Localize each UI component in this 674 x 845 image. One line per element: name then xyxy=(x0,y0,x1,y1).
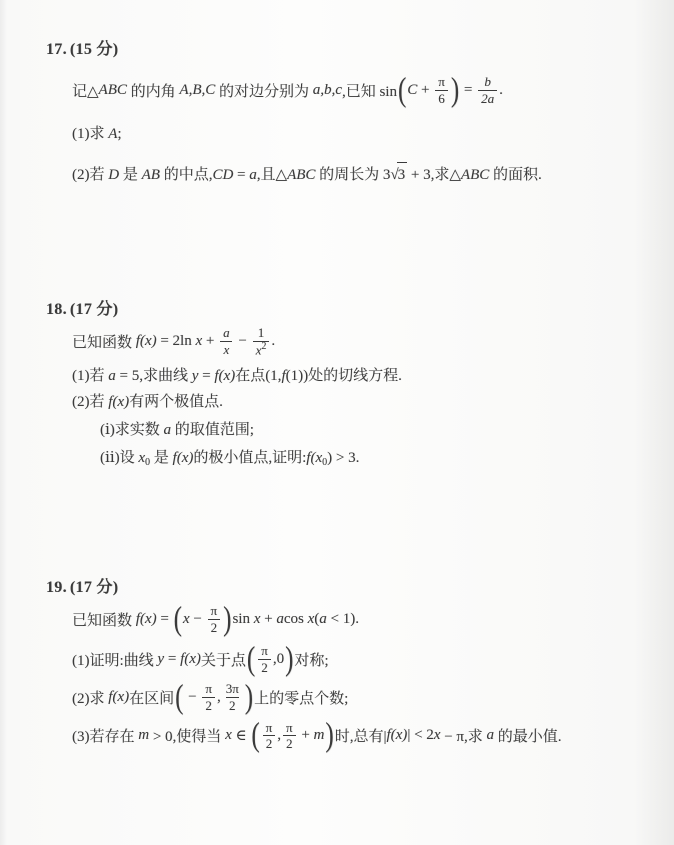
problem-number: 18. xyxy=(46,301,67,318)
text-run: f(x) xyxy=(180,650,201,667)
text-run: = xyxy=(460,81,477,98)
text-run: f(x) xyxy=(135,332,157,349)
text-run: (3)若存在 xyxy=(72,729,139,746)
problem-18-intro xyxy=(72,325,648,358)
text-run: (ⅰ)求实数 xyxy=(100,421,164,438)
fraction-denominator: 2 xyxy=(258,659,271,676)
text-run: > 0,使得当 xyxy=(149,729,226,746)
text-run: D xyxy=(108,167,120,184)
problem-points: (17 分) xyxy=(69,301,119,318)
text-run: + 3,求△ xyxy=(407,167,461,184)
text-run: < 1). xyxy=(326,610,359,627)
problem-18-part-2 xyxy=(72,390,648,414)
text-run: f(x) xyxy=(172,449,194,466)
fraction-denominator: 2 xyxy=(283,735,296,752)
problem-19-heading xyxy=(46,574,648,597)
text-run: m xyxy=(138,727,150,744)
text-run: 的内角 xyxy=(126,83,180,100)
text-run: 是 xyxy=(119,167,142,184)
fraction-numerator: 1 xyxy=(257,325,265,340)
text-run: x xyxy=(253,610,261,627)
text-run: 上的零点个数; xyxy=(254,690,349,707)
text-run: x xyxy=(307,610,315,627)
fraction-denominator: 2 xyxy=(208,619,221,636)
text-run: = 2ln xyxy=(156,332,196,349)
problem-17-heading xyxy=(46,36,648,59)
text-run: = xyxy=(233,167,250,184)
text-run: ; xyxy=(117,126,122,143)
text-run: 的周长为 3 xyxy=(315,167,391,184)
fraction-numerator: 3π xyxy=(225,681,239,697)
text-run: ,已知 sin xyxy=(341,83,397,100)
text-run: . xyxy=(271,332,276,349)
problem-points: (15 分) xyxy=(69,41,119,58)
text-run: (1)求 xyxy=(72,126,109,143)
text-run: − xyxy=(234,332,251,349)
text-run: , xyxy=(216,688,221,705)
big-paren-close: ) xyxy=(325,717,334,754)
text-run: x xyxy=(182,610,190,627)
fraction-numerator: π xyxy=(286,719,293,735)
fraction xyxy=(223,681,242,713)
text-run: 的最小值. xyxy=(494,729,562,746)
fraction xyxy=(208,603,221,635)
text-run: f(x) xyxy=(108,393,130,410)
text-run: (1))处的切线方程. xyxy=(285,367,402,384)
text-run: + xyxy=(417,81,434,98)
big-paren-close: ) xyxy=(285,641,294,678)
text-run: = 5,求曲线 xyxy=(115,367,192,384)
text-run: | < 2 xyxy=(407,727,434,744)
text-run: (2)若 xyxy=(72,393,109,410)
text-run: − xyxy=(189,610,206,627)
text-run: cos xyxy=(283,610,308,627)
text-run: y xyxy=(157,650,165,667)
text-run: AB xyxy=(141,167,160,184)
text-run: 在点(1, xyxy=(235,367,282,384)
fraction-denominator: 6 xyxy=(435,90,448,107)
big-paren-open: ( xyxy=(175,679,184,716)
text-run: ∈ xyxy=(231,728,251,745)
text-run: a xyxy=(319,610,327,627)
text-run: 有两个极值点. xyxy=(129,393,223,410)
fraction-numerator: π xyxy=(210,603,218,618)
text-run: 已知函数 xyxy=(72,334,136,351)
text-run: = xyxy=(156,610,173,627)
text-run: + xyxy=(260,610,277,627)
text-run: = xyxy=(164,650,181,667)
problem-17-part-1 xyxy=(72,122,648,146)
text-run: 的对边分别为 xyxy=(215,83,313,100)
text-run: 时,总有| xyxy=(334,729,387,746)
text-run: − π,求 xyxy=(440,729,487,746)
fraction xyxy=(263,720,276,752)
text-run: , xyxy=(277,727,281,744)
fraction-numerator: π xyxy=(438,74,445,89)
problem-19 xyxy=(46,574,648,752)
fraction xyxy=(435,74,448,106)
problem-number: 17. xyxy=(46,41,67,58)
text-run: − xyxy=(184,688,201,705)
big-paren-close: ) xyxy=(450,71,460,109)
superscript: 2 xyxy=(261,340,267,352)
text-run: a,b,c xyxy=(312,81,342,98)
problem-17-intro xyxy=(72,71,648,109)
text-run: (ⅱ)设 xyxy=(100,449,139,466)
fraction-numerator: a xyxy=(223,325,230,341)
text-run: f(x xyxy=(306,449,323,466)
problem-17-part-2 xyxy=(72,162,648,187)
text-run: a xyxy=(163,421,172,438)
big-paren-close: ) xyxy=(244,679,254,716)
problem-17 xyxy=(46,36,648,187)
text-run: C xyxy=(407,81,418,98)
text-run: f(x) xyxy=(386,727,408,744)
text-run: m xyxy=(313,727,325,744)
fraction-denominator xyxy=(253,341,270,358)
big-paren-open: ( xyxy=(397,71,407,109)
text-run: ABC xyxy=(460,167,490,184)
problem-19-part-2 xyxy=(72,679,648,716)
fraction xyxy=(253,325,270,358)
sqrt-radicand: 3 xyxy=(397,162,408,187)
text-run: 是 xyxy=(150,449,173,466)
text-run: 的面积. xyxy=(489,167,542,184)
problem-number: 19. xyxy=(46,579,67,596)
sqrt-sign-icon: √ xyxy=(390,167,398,184)
text-run: A,B,C xyxy=(179,81,216,98)
problem-18-part-2-ii xyxy=(72,446,648,470)
fraction-numerator: π xyxy=(261,643,268,659)
text-run: x xyxy=(225,727,232,744)
fraction xyxy=(283,720,296,752)
text-run: f(x) xyxy=(214,367,236,384)
text-run: ) > 3. xyxy=(327,449,360,466)
text-run: 对称; xyxy=(294,652,329,669)
text-run: A xyxy=(108,126,118,143)
text-run: CD xyxy=(212,167,234,184)
text-run: (2)求 xyxy=(72,690,109,707)
big-paren-open: ( xyxy=(173,600,182,638)
text-run: = xyxy=(198,367,215,384)
problem-18 xyxy=(46,296,648,470)
big-paren-open: ( xyxy=(246,641,256,678)
fraction xyxy=(220,325,233,357)
big-paren-close: ) xyxy=(223,600,232,638)
text-run: a xyxy=(249,167,257,184)
text-run: ,0 xyxy=(272,650,285,667)
subscript: 0 xyxy=(145,456,151,468)
text-run: f(x) xyxy=(135,610,157,627)
problem-18-part-2-i xyxy=(72,418,648,442)
text-run: 已知函数 xyxy=(72,612,136,629)
text-run: . xyxy=(499,81,503,98)
problem-19-part-3 xyxy=(72,717,648,754)
fraction-denominator: x xyxy=(220,341,232,358)
text-run: x xyxy=(195,332,203,349)
text-run: a xyxy=(486,727,494,744)
text-run: 关于点 xyxy=(200,652,246,669)
problem-18-heading xyxy=(46,296,648,319)
text-run: (1)证明:曲线 xyxy=(72,652,158,669)
text-run: 的中点, xyxy=(159,167,213,184)
fraction xyxy=(258,643,271,675)
fraction-numerator: π xyxy=(205,681,212,697)
text-run: ,且△ xyxy=(256,167,288,184)
text-run: sin xyxy=(232,610,254,627)
fraction-denominator: 2 xyxy=(263,735,276,752)
text-run: ABC xyxy=(98,81,127,98)
text-run: ABC xyxy=(287,167,316,184)
text-run: 的取值范围; xyxy=(171,421,254,438)
fraction xyxy=(202,681,215,713)
text-run: x xyxy=(433,727,441,744)
text-run: y xyxy=(191,367,199,384)
text-run: x xyxy=(138,449,146,466)
fraction xyxy=(478,74,497,106)
text-run: ( xyxy=(314,610,320,627)
problem-19-part-1 xyxy=(72,641,648,678)
problem-points: (17 分) xyxy=(69,579,119,596)
text-run: (2)若 xyxy=(72,167,109,184)
text-run: + xyxy=(297,727,314,744)
fraction-numerator: b xyxy=(484,74,491,89)
problem-18-part-1 xyxy=(72,364,648,388)
text-run: + xyxy=(202,332,219,349)
text-run: 在区间 xyxy=(129,690,175,707)
sqrt-radical xyxy=(390,167,407,183)
big-paren-open: ( xyxy=(251,717,260,754)
text-run: a xyxy=(108,367,116,384)
text-run: f xyxy=(281,367,286,384)
fraction-numerator: π xyxy=(265,719,273,735)
text-run: x xyxy=(255,341,262,357)
fraction-denominator: 2 xyxy=(202,697,215,714)
fraction-denominator: 2 xyxy=(226,697,239,714)
fraction-denominator: 2a xyxy=(478,90,497,107)
text-run: 的极小值点,证明: xyxy=(193,449,307,466)
text-run: (1)若 xyxy=(72,367,109,384)
text-run: a xyxy=(276,610,284,627)
text-run: 记△ xyxy=(72,83,99,100)
problem-19-intro xyxy=(72,600,648,638)
text-run: f(x) xyxy=(108,688,130,705)
subscript: 0 xyxy=(322,456,328,468)
